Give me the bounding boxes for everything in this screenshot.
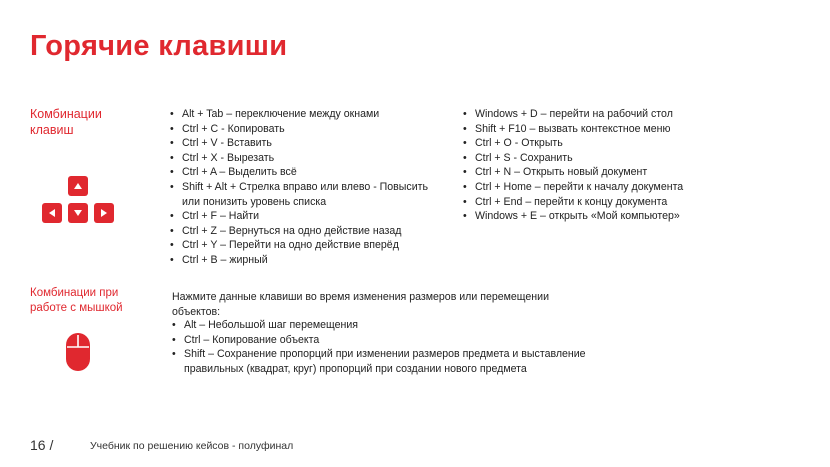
list-item: • Ctrl + B – жирный [170, 253, 440, 268]
keyboard-label-line-1: Комбинации [30, 107, 102, 121]
mouse-icon [66, 333, 90, 371]
keyboard-shortcuts-right-list [463, 107, 763, 224]
list-item: • Shift – Сохранение пропорций при изменении размеров предмета и выставление правильных (квадрат, круг) пропорций при создании нового предмета [172, 347, 632, 376]
list-item: • Shift + F10 – вызвать контекстное меню [463, 122, 763, 137]
arrow-up-key-icon [68, 176, 88, 196]
list-item: • Shift + Alt + Стрелка вправо или влево - Повысить или понизить уровень списка [170, 180, 440, 209]
mouse-label-line-1: Комбинации при [30, 287, 119, 299]
list-item: • Alt + Tab – переключение между окнами [170, 107, 440, 122]
page-title: Горячие клавиши [30, 30, 288, 62]
list-item: • Ctrl – Копирование объекта [172, 333, 632, 348]
list-item: • Ctrl + Y – Перейти на одно действие вперёд [170, 238, 440, 253]
list-item: • Ctrl + X - Вырезать [170, 151, 440, 166]
list-item: • Ctrl + N – Открыть новый документ [463, 165, 763, 180]
arrow-down-key-icon [68, 203, 88, 223]
keyboard-section-label [30, 106, 102, 138]
arrow-right-key-icon [94, 203, 114, 223]
arrow-left-key-icon [42, 203, 62, 223]
mouse-section-label [30, 286, 123, 316]
list-item: • Ctrl + S - Сохранить [463, 151, 763, 166]
list-item: • Ctrl + V - Вставить [170, 136, 440, 151]
arrow-keys-icon [40, 176, 112, 224]
list-item: • Ctrl + O - Открыть [463, 136, 763, 151]
keyboard-label-line-2: клавиш [30, 123, 74, 137]
list-item: • Windows + E – открыть «Мой компьютер» [463, 209, 763, 224]
footer-text: Учебник по решению кейсов - полуфинал [90, 440, 294, 452]
list-item: • Ctrl + End – перейти к концу документа [463, 195, 763, 210]
mouse-label-line-2: работе с мышкой [30, 302, 123, 314]
list-item: • Windows + D – перейти на рабочий стол [463, 107, 763, 122]
list-item: • Alt – Небольшой шаг перемещения [172, 318, 632, 333]
page-number: 16 / [30, 437, 54, 453]
list-item: • Ctrl + Z – Вернуться на одно действие назад [170, 224, 440, 239]
list-item: • Ctrl + Home – перейти к началу документа [463, 180, 763, 195]
mouse-section-intro: Нажмите данные клавиши во время изменения размеров или перемещении объектов: [172, 291, 549, 318]
list-item: • Ctrl + F – Найти [170, 209, 440, 224]
keyboard-shortcuts-left-list [170, 107, 440, 268]
list-item: • Ctrl + A – Выделить всё [170, 165, 440, 180]
list-item: • Ctrl + C - Копировать [170, 122, 440, 137]
mouse-shortcuts-list [172, 318, 632, 376]
